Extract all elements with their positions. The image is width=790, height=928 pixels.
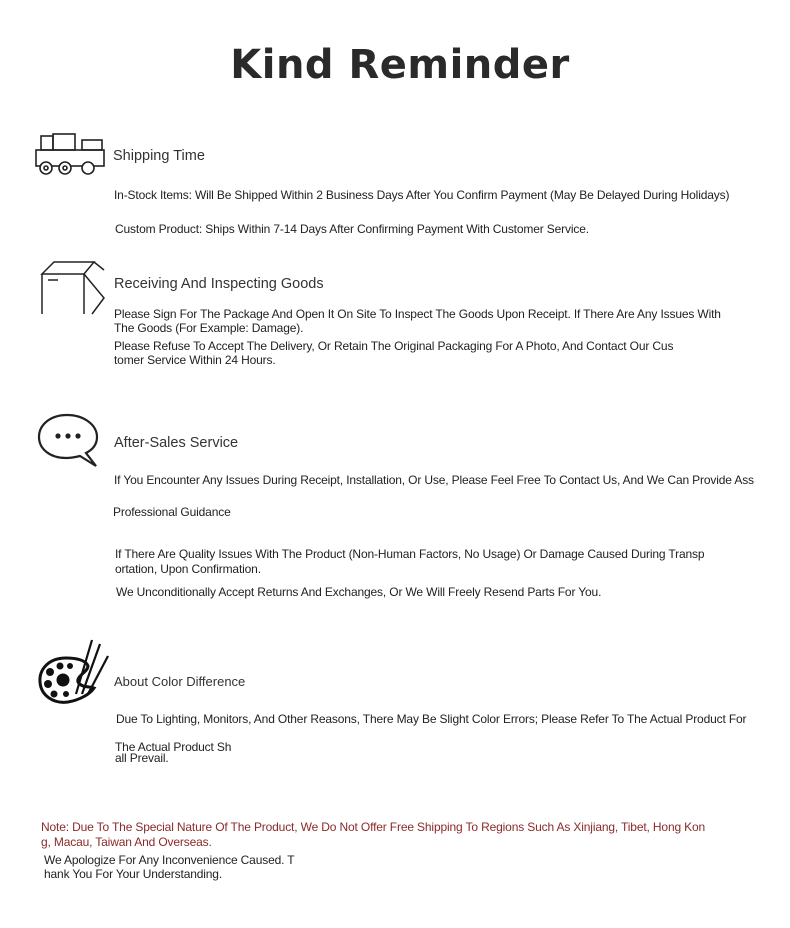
section-text: all Prevail. <box>115 751 169 765</box>
closing-text: We Apologize For Any Inconvenience Caused. T <box>44 853 295 867</box>
section-text: tomer Service Within 24 Hours. <box>114 353 276 367</box>
section-text: If There Are Quality Issues With The Product (Non-Human Factors, No Usage) Or Damage Caused During Transp <box>115 547 705 561</box>
section-text: Custom Product: Ships Within 7-14 Days After Confirming Payment With Customer Service. <box>115 222 589 236</box>
box-icon <box>38 258 110 324</box>
shipping-note: g, Macau, Taiwan And Overseas. <box>41 835 212 849</box>
section-text: We Unconditionally Accept Returns And Exchanges, Or We Will Freely Resend Parts For You. <box>116 585 602 599</box>
section-heading: Shipping Time <box>113 148 205 164</box>
section-heading: After-Sales Service <box>114 435 239 451</box>
shipping-note: Note: Due To The Special Nature Of The Product, We Do Not Offer Free Shipping To Regions Such As Xinjiang, Tibet, Hong Kon <box>41 820 706 834</box>
page-title: Kind Reminder <box>230 42 570 88</box>
section-heading: Receiving And Inspecting Goods <box>114 276 324 292</box>
section-text: In-Stock Items: Will Be Shipped Within 2 Business Days After You Confirm Payment (May Be Delayed During Holidays) <box>114 188 730 202</box>
section-text: Professional Guidance <box>113 505 231 519</box>
section-text: Due To Lighting, Monitors, And Other Reasons, There May Be Slight Color Errors; Please Refer To The Actual Product For <box>116 712 747 726</box>
section-text: Please Refuse To Accept The Delivery, Or Retain The Original Packaging For A Photo, And Contact Our Cus <box>114 339 674 353</box>
section-text: ortation, Upon Confirmation. <box>115 562 261 576</box>
section-text: Please Sign For The Package And Open It On Site To Inspect The Goods Upon Receipt. If There Are Any Issues With <box>114 307 721 321</box>
section-heading: About Color Difference <box>114 674 246 689</box>
truck-icon <box>32 132 112 178</box>
chat-bubble-icon <box>36 412 102 468</box>
section-text: The Goods (For Example: Damage). <box>114 321 304 335</box>
closing-text: hank You For Your Understanding. <box>44 867 223 881</box>
section-text: The Actual Product Sh <box>115 740 232 754</box>
section-text: If You Encounter Any Issues During Receipt, Installation, Or Use, Please Feel Free To Contact Us, And We Can Provide Ass <box>114 473 754 487</box>
paint-palette-icon <box>36 636 114 708</box>
